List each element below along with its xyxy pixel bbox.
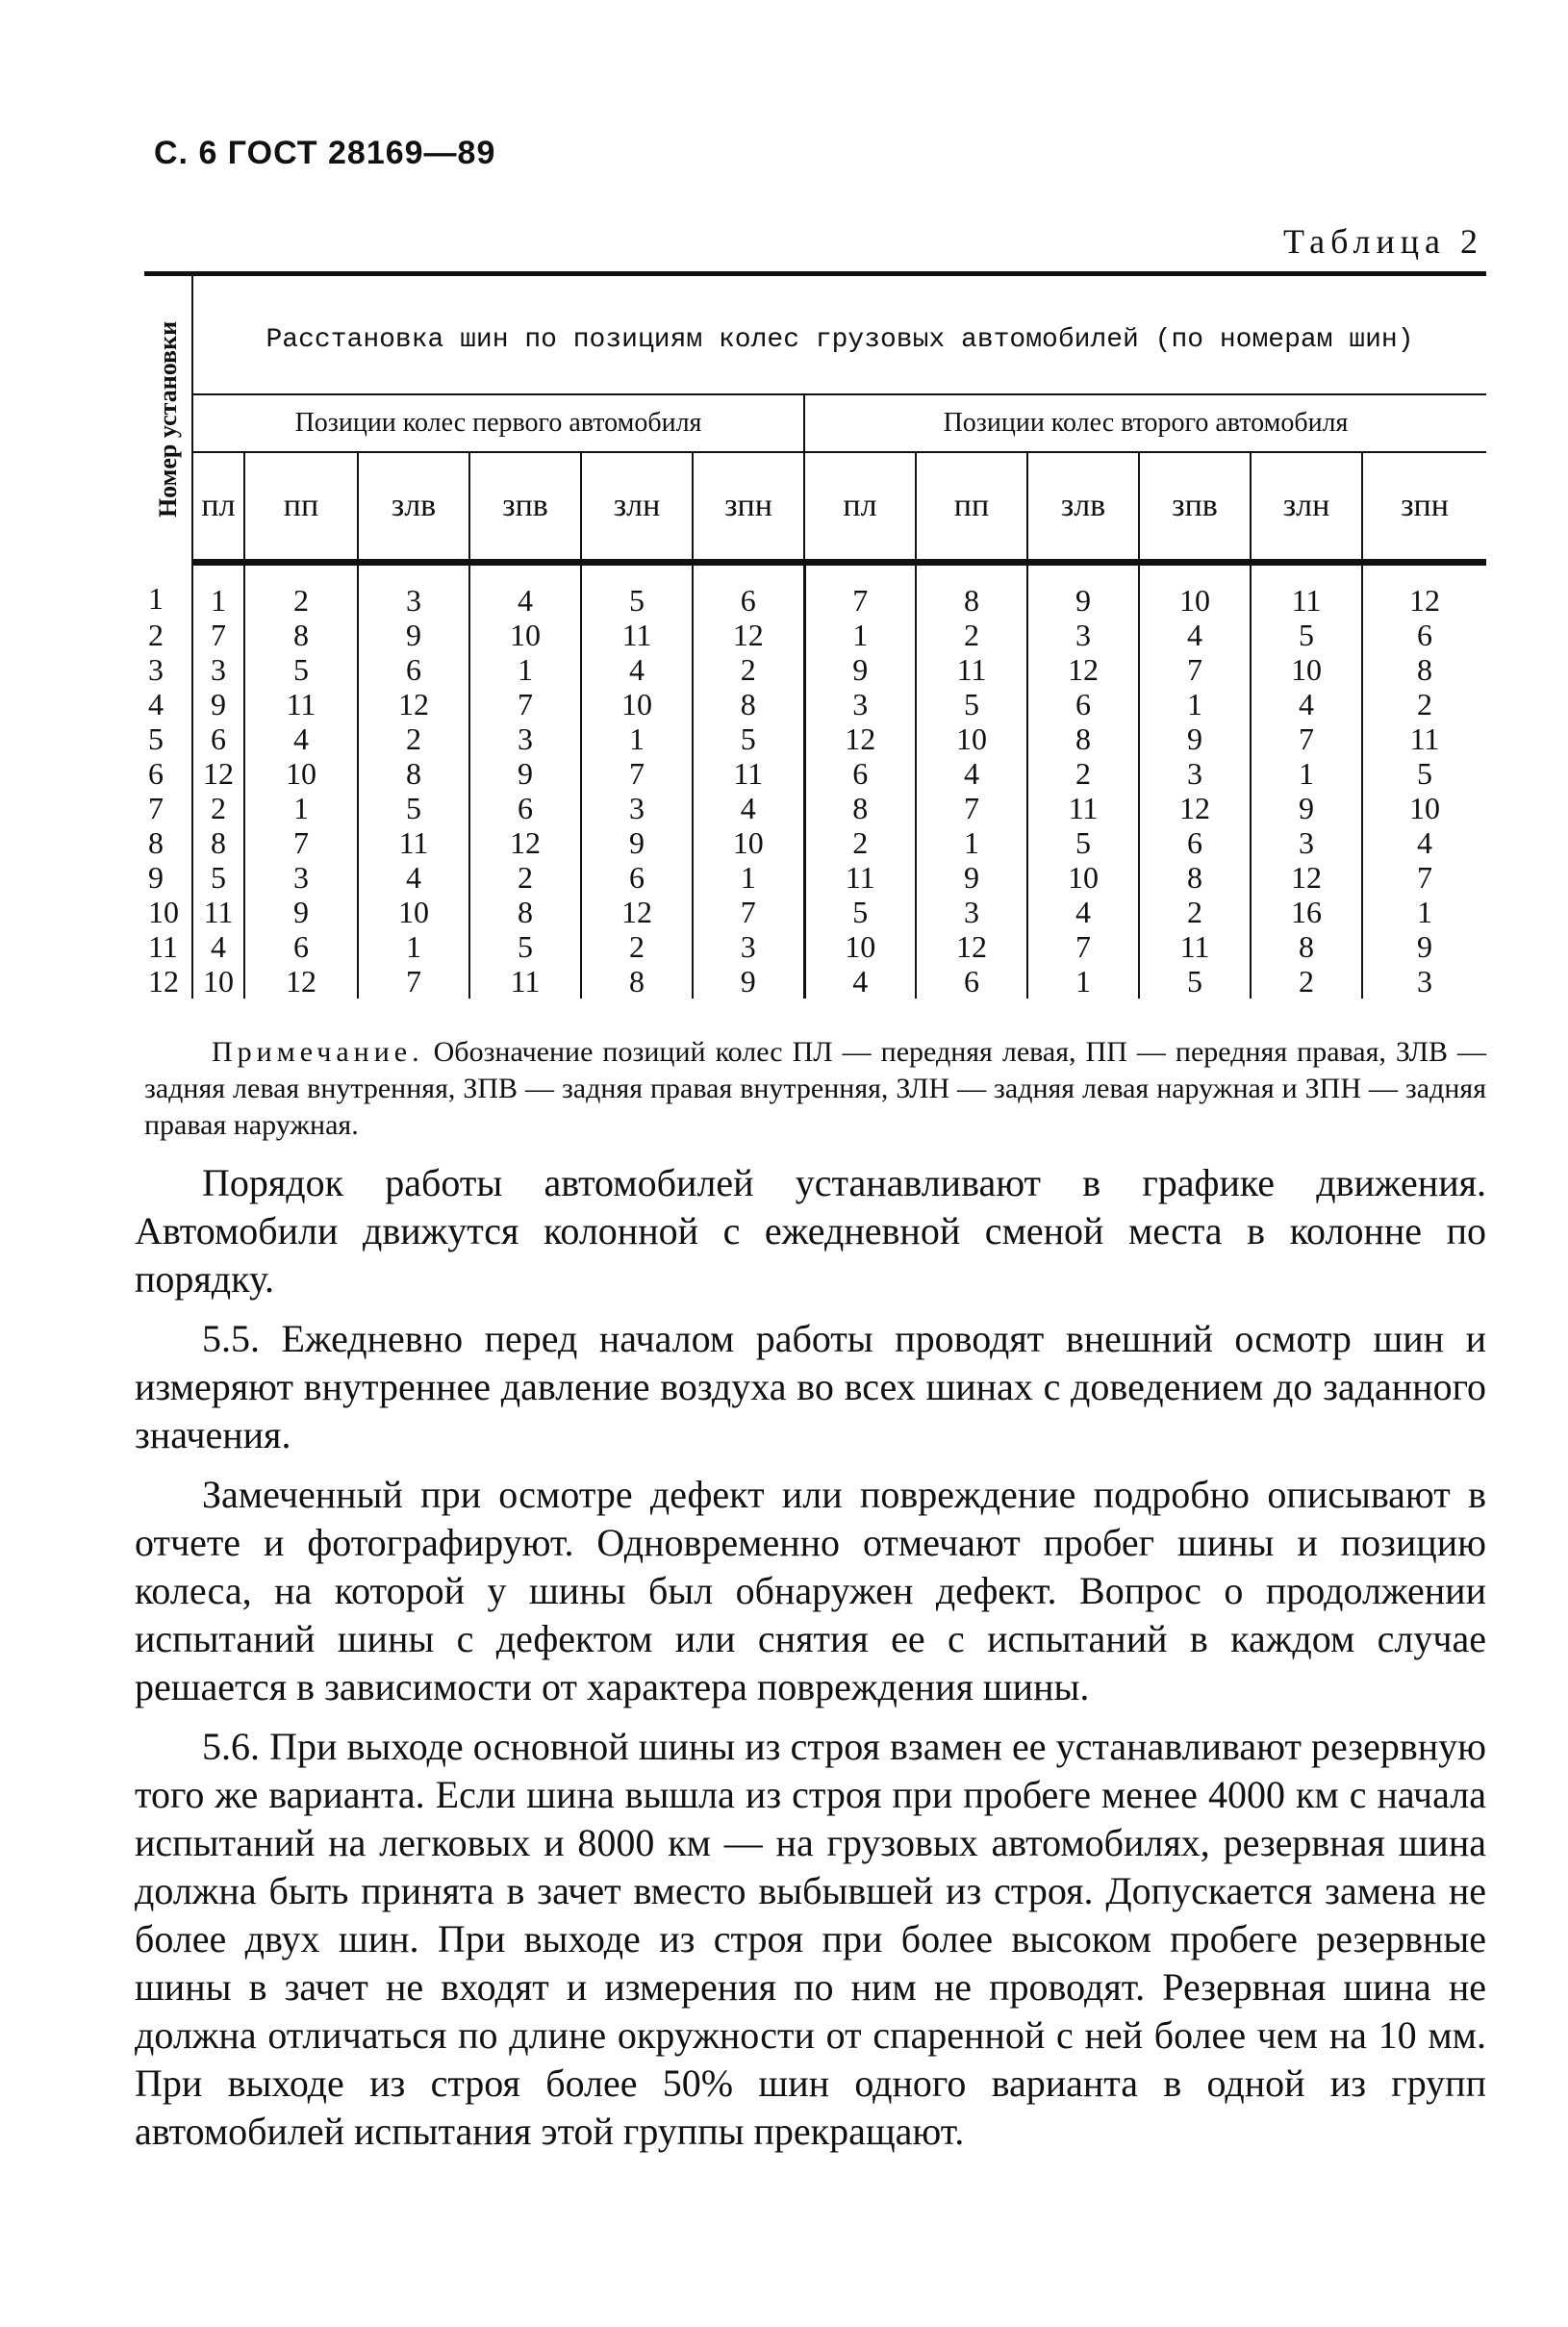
table-row [144, 791, 1486, 825]
table-cell: 11 [693, 756, 804, 791]
table-cell: 2 [804, 825, 916, 860]
table-cell: 7 [358, 964, 469, 999]
row-number-cell: 8 [144, 825, 192, 860]
table-cell: 10 [1251, 652, 1362, 687]
table-row [144, 964, 1486, 999]
table-cell: 9 [1417, 929, 1432, 964]
table-cell: 12 [1409, 583, 1440, 618]
table-cell: 8 [804, 791, 916, 825]
table-cell: 6 [358, 652, 469, 687]
table-cell: 4 [581, 652, 693, 687]
paragraph: Замеченный при осмотре дефект или повреждение подробно описывают в отчете и фотографируют. Одновременно отмечают пробег шины и позицию колеса, на которой у шины был обнаружен дефект. Вопрос о продолжении испытаний шины с дефектом или снятия ее с испытаний в каждом случае решается в зависимости от характера повреждения шины. [135, 1473, 1486, 1708]
table-cell: 8 [1417, 652, 1432, 687]
column-header: зпн [1362, 452, 1486, 563]
table-cell: 9 [1251, 791, 1362, 825]
table-cell: 11 [581, 618, 693, 652]
first-car-header: Позиции колес первого автомобиля [192, 394, 804, 452]
table-cell: 11 [1027, 791, 1139, 825]
table-cell: 7 [244, 825, 358, 860]
table-cell: 9 [804, 652, 916, 687]
table-cell: 2 [1139, 895, 1251, 929]
table-body [144, 563, 1486, 999]
table-cell: 5 [469, 929, 581, 964]
table-cell: 4 [693, 791, 804, 825]
row-number-cell: 1 [144, 563, 192, 619]
table-cell: 2 [244, 563, 358, 619]
table-row [144, 929, 1486, 964]
table-cell: 2 [358, 721, 469, 756]
table-row [144, 825, 1486, 860]
table-cell: 8 [581, 964, 693, 999]
table-cell: 4 [358, 860, 469, 895]
table-cell: 11 [1139, 929, 1251, 964]
table-cell: 4 [244, 721, 358, 756]
table-cell: 8 [693, 687, 804, 721]
paragraph: 5.5. Ежедневно перед началом работы проводят внешний осмотр шин и измеряют внутреннее давление воздуха во всех шинах с доведением до заданного значения. [135, 1317, 1486, 1456]
table-cell: 6 [1417, 618, 1432, 652]
table-cell: 1 [244, 791, 358, 825]
row-number-cell: 11 [144, 929, 192, 964]
table-cell: 5 [916, 687, 1027, 721]
table-row [144, 652, 1486, 687]
table-cell: 3 [1417, 964, 1432, 999]
table-cell: 3 [693, 929, 804, 964]
table-cell: 5 [1139, 964, 1251, 999]
table-cell: 4 [1027, 895, 1139, 929]
table-cell: 1 [469, 652, 581, 687]
table-cell: 12 [581, 895, 693, 929]
table-cell: 9 [358, 618, 469, 652]
column-header: пл [192, 452, 244, 563]
table-cell: 1 [1417, 895, 1432, 929]
stub-header-text: Номер установки [153, 320, 182, 518]
table-cell: 11 [358, 825, 469, 860]
table-cell: 10 [358, 895, 469, 929]
stub-header [144, 274, 192, 563]
table-row [144, 618, 1486, 652]
table-row [144, 756, 1486, 791]
table-cell: 7 [1139, 652, 1251, 687]
table-cell: 8 [916, 563, 1027, 619]
table-note [144, 1034, 1486, 1144]
table-cell: 8 [1251, 929, 1362, 964]
table-cell: 5 [693, 721, 804, 756]
column-header: злн [581, 452, 693, 563]
table-cell: 4 [1251, 687, 1362, 721]
table-cell: 2 [581, 929, 693, 964]
table-cell: 7 [693, 895, 804, 929]
table-cell: 10 [1139, 563, 1251, 619]
table-cell: 2 [469, 860, 581, 895]
table-row [144, 687, 1486, 721]
table-cell: 1 [192, 563, 244, 619]
table-cell: 9 [916, 860, 1027, 895]
table-cell: 10 [1409, 791, 1440, 825]
table-cell: 6 [244, 929, 358, 964]
table-cell: 5 [358, 791, 469, 825]
table-cell: 4 [1139, 618, 1251, 652]
table-cell: 5 [1027, 825, 1139, 860]
table-cell: 2 [916, 618, 1027, 652]
table-cell: 4 [192, 929, 244, 964]
table-cell: 3 [1251, 825, 1362, 860]
table-cell: 12 [1139, 791, 1251, 825]
table-cell: 10 [804, 929, 916, 964]
table-cell: 3 [192, 652, 244, 687]
table-cell: 12 [693, 618, 804, 652]
table-cell: 2 [1251, 964, 1362, 999]
table-cell: 9 [1139, 721, 1251, 756]
table-cell: 7 [469, 687, 581, 721]
table-cell: 7 [581, 756, 693, 791]
table-cell: 6 [693, 563, 804, 619]
table-cell: 2 [1417, 687, 1432, 721]
note-label: Примечание. [212, 1036, 424, 1068]
table-cell: 1 [581, 721, 693, 756]
column-header: зпв [469, 452, 581, 563]
table-cell: 10 [916, 721, 1027, 756]
table-cell: 7 [916, 791, 1027, 825]
table-row [144, 563, 1486, 619]
table-cell: 3 [1027, 618, 1139, 652]
column-header: злв [1027, 452, 1139, 563]
table-cell: 5 [1417, 756, 1432, 791]
table-cell: 6 [192, 721, 244, 756]
row-number-cell: 2 [144, 618, 192, 652]
note-text: Обозначение позиций колес ПЛ — передняя левая, ПП — передняя правая, ЗЛВ — задняя левая внутренняя, ЗПВ — задняя правая внутренняя, ЗЛН — задняя левая наружная и ЗПН — задняя правая наружная. [144, 1036, 1487, 1141]
table-cell: 12 [192, 756, 244, 791]
table-cell: 4 [1417, 825, 1432, 860]
second-car-header: Позиции колес второго автомобиля [804, 394, 1486, 452]
table-cell: 5 [192, 860, 244, 895]
column-header: пл [804, 452, 916, 563]
table-cell: 3 [358, 563, 469, 619]
table-cell: 9 [192, 687, 244, 721]
row-number-cell: 5 [144, 721, 192, 756]
row-number-cell: 12 [144, 964, 192, 999]
table-cell: 4 [916, 756, 1027, 791]
table-cell: 8 [244, 618, 358, 652]
table-cell: 11 [804, 860, 916, 895]
row-number-cell: 9 [144, 860, 192, 895]
tire-placement-table [144, 271, 1486, 999]
table-cell: 1 [1139, 687, 1251, 721]
table-cell: 10 [469, 618, 581, 652]
table-cell: 7 [1417, 860, 1432, 895]
table-cell: 7 [1251, 721, 1362, 756]
column-header: зпв [1139, 452, 1251, 563]
table-cell: 8 [192, 825, 244, 860]
table-cell: 6 [804, 756, 916, 791]
table-cell: 7 [192, 618, 244, 652]
table-cell: 12 [804, 721, 916, 756]
table-cell: 9 [244, 895, 358, 929]
table-cell: 11 [192, 895, 244, 929]
column-header: пп [916, 452, 1027, 563]
table-cell: 2 [1027, 756, 1139, 791]
table-cell: 1 [693, 860, 804, 895]
table-cell: 11 [1251, 563, 1362, 619]
table-cell: 6 [1139, 825, 1251, 860]
table-caption: Таблица 2 [1283, 222, 1483, 261]
table-row [144, 721, 1486, 756]
table-cell: 1 [1027, 964, 1139, 999]
table-cell: 10 [581, 687, 693, 721]
column-header: злн [1251, 452, 1362, 563]
table-cell: 11 [916, 652, 1027, 687]
table-cell: 12 [1251, 860, 1362, 895]
page-header: С. 6 ГОСТ 28169—89 [154, 135, 496, 171]
column-header: зпн [693, 452, 804, 563]
table-cell: 10 [693, 825, 804, 860]
table-cell: 9 [469, 756, 581, 791]
table-cell: 8 [1027, 721, 1139, 756]
table-cell: 7 [1027, 929, 1139, 964]
table-cell: 5 [244, 652, 358, 687]
table-cell: 11 [1409, 721, 1440, 756]
table-cell: 2 [192, 791, 244, 825]
table-cell: 5 [581, 563, 693, 619]
table-cell: 9 [693, 964, 804, 999]
table-cell: 3 [804, 687, 916, 721]
table-cell: 2 [693, 652, 804, 687]
table-row [144, 860, 1486, 895]
table-cell: 9 [1027, 563, 1139, 619]
table-cell: 5 [804, 895, 916, 929]
table-cell: 6 [1027, 687, 1139, 721]
paragraph: 5.6. При выходе основной шины из строя взамен ее устанавливают резервную того же варианта. Если шина вышла из строя при пробеге менее 4000 км с начала испытаний на легковых и 8000 км — на грузовых автомобилях, резервная шина должна быть принята в зачет вместо выбывшей из строя. Допускается замена не более двух шин. При выходе из строя при более высоком пробеге резервные шины в зачет не входят и измерения по ним не проводят. Резервная шина не должна отличаться по длине окружности от спаренной с ней более чем на 10 мм. При выходе из строя более 50% шин одного варианта в одной из групп автомобилей испытания этой группы прекращают. [135, 1725, 1486, 2153]
table-cell: 1 [358, 929, 469, 964]
row-number-cell: 4 [144, 687, 192, 721]
table-cell: 6 [469, 791, 581, 825]
row-number-cell: 10 [144, 895, 192, 929]
body-text [135, 1159, 1486, 2167]
table-cell: 1 [916, 825, 1027, 860]
table-row [144, 895, 1486, 929]
table-cell: 3 [469, 721, 581, 756]
table-cell: 1 [804, 618, 916, 652]
table-cell: 12 [469, 825, 581, 860]
row-number-cell: 3 [144, 652, 192, 687]
row-number-cell: 6 [144, 756, 192, 791]
table-cell: 16 [1251, 895, 1362, 929]
table-cell: 12 [916, 929, 1027, 964]
table-cell: 4 [804, 964, 916, 999]
table-cell: 3 [244, 860, 358, 895]
row-number-cell: 7 [144, 791, 192, 825]
group-header: Расстановка шин по позициям колес грузовых автомобилей (по номерам шин) [192, 274, 1486, 395]
table-cell: 6 [581, 860, 693, 895]
table-cell: 12 [244, 964, 358, 999]
table-cell: 3 [1139, 756, 1251, 791]
table-cell: 9 [581, 825, 693, 860]
table-cell: 12 [358, 687, 469, 721]
table-cell: 8 [1139, 860, 1251, 895]
table-cell: 1 [1251, 756, 1362, 791]
table-cell: 8 [469, 895, 581, 929]
table-cell: 12 [1027, 652, 1139, 687]
table-cell: 10 [244, 756, 358, 791]
table-cell: 5 [1251, 618, 1362, 652]
column-header: злв [358, 452, 469, 563]
paragraph: Порядок работы автомобилей устанавливают в графике движения. Автомобили движутся колонной с ежедневной сменой места в колонне по порядку. [135, 1161, 1486, 1301]
table-cell: 10 [192, 964, 244, 999]
column-header: пп [244, 452, 358, 563]
table-cell: 7 [804, 563, 916, 619]
table-cell: 11 [244, 687, 358, 721]
table-cell: 11 [469, 964, 581, 999]
table-cell: 3 [916, 895, 1027, 929]
table-cell: 10 [1027, 860, 1139, 895]
table-cell: 4 [469, 563, 581, 619]
table-cell: 8 [358, 756, 469, 791]
table-cell: 6 [916, 964, 1027, 999]
table-cell: 3 [581, 791, 693, 825]
